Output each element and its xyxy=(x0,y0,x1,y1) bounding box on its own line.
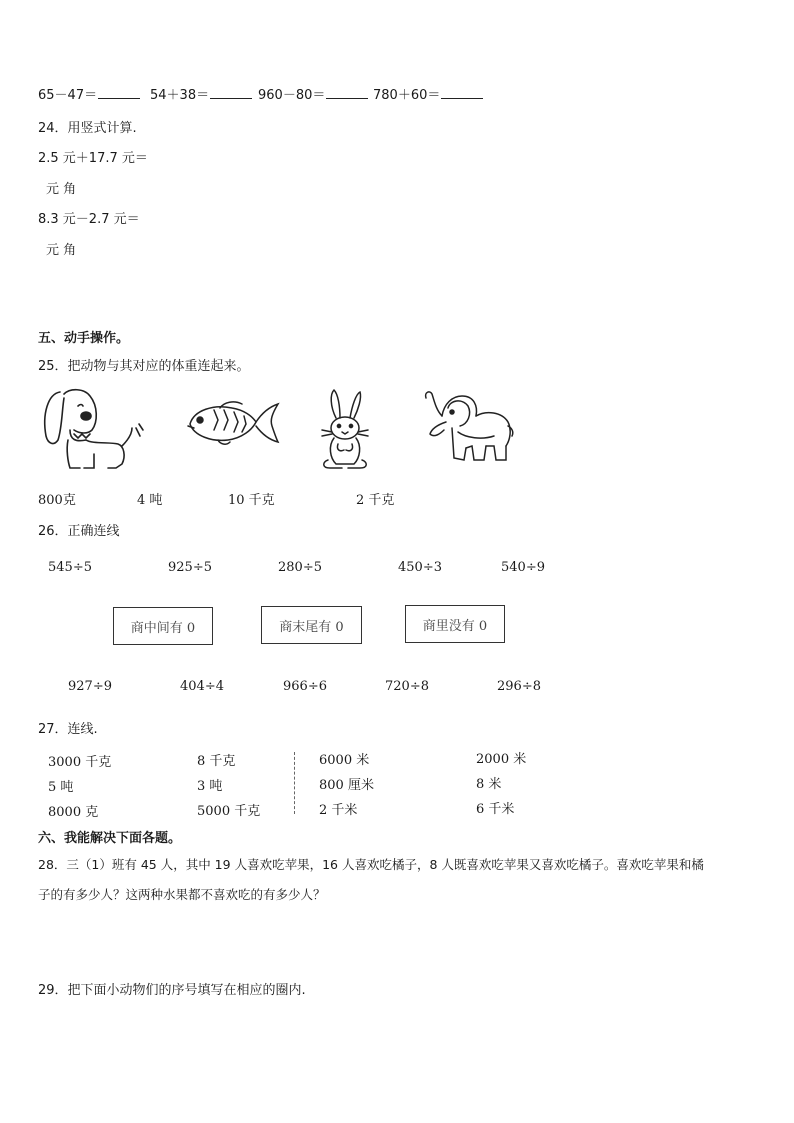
q27-left-b-3: 5000 千克 xyxy=(197,804,261,819)
q24-expr-1: 2.5 元＋17.7 元＝ xyxy=(38,151,148,166)
weight-3: 10 千克 xyxy=(228,493,275,508)
q24-expr-2: 8.3 元－2.7 元＝ xyxy=(38,212,140,227)
category-box-middle-zero[interactable]: 商中间有 0 xyxy=(113,607,213,645)
q26-title: 26．正确连线 xyxy=(38,524,120,539)
q23-item-4: 780＋60＝ xyxy=(373,84,483,103)
q24-title: 24．用竖式计算. xyxy=(38,121,137,136)
q25-title: 25．把动物与其对应的体重连起来。 xyxy=(38,359,250,374)
q27-left-a-2: 5 吨 xyxy=(48,780,74,795)
rabbit-picture xyxy=(318,388,374,472)
q26-bottom-4: 720÷8 xyxy=(385,679,429,694)
q28-line-1: 28．三（1）班有 45 人，其中 19 人喜欢吃苹果，16 人喜欢吃橘子，8 人既喜欢吃苹果又喜欢吃橘子。喜欢吃苹果和橘 xyxy=(38,857,704,872)
q26-top-4: 450÷3 xyxy=(398,560,442,575)
category-box-no-zero[interactable]: 商里没有 0 xyxy=(405,605,505,643)
weight-1: 800克 xyxy=(38,493,76,508)
q23-item-1: 65－47＝ xyxy=(38,84,140,103)
section-6-title: 六、我能解决下面各题。 xyxy=(38,831,182,846)
q24-unit-2: 元 角 xyxy=(46,243,77,258)
q26-top-3: 280÷5 xyxy=(278,560,322,575)
q27-title: 27．连线. xyxy=(38,722,98,737)
q26-top-1: 545÷5 xyxy=(48,560,92,575)
q24-unit-1: 元 角 xyxy=(46,182,77,197)
dog-picture xyxy=(40,384,145,472)
answer-blank[interactable] xyxy=(326,85,368,99)
q26-bottom-5: 296÷8 xyxy=(497,679,541,694)
answer-blank[interactable] xyxy=(210,85,252,99)
section-5-title: 五、动手操作。 xyxy=(38,331,130,346)
q27-right-b-2: 8 米 xyxy=(476,777,502,792)
q27-right-b-3: 6 千米 xyxy=(476,802,515,817)
q27-right-a-3: 2 千米 xyxy=(319,803,358,818)
answer-blank[interactable] xyxy=(441,85,483,99)
q29-title: 29．把下面小动物们的序号填写在相应的圈内. xyxy=(38,983,306,998)
weight-4: 2 千克 xyxy=(356,493,395,508)
q23-item-3: 960－80＝ xyxy=(258,84,368,103)
q27-right-b-1: 2000 米 xyxy=(476,752,527,767)
q27-left-b-2: 3 吨 xyxy=(197,779,223,794)
divider-dashed xyxy=(294,752,295,814)
fish-picture xyxy=(184,400,280,446)
weight-2: 4 吨 xyxy=(137,493,163,508)
answer-blank[interactable] xyxy=(98,85,140,99)
q27-left-b-1: 8 千克 xyxy=(197,754,236,769)
q27-left-a-3: 8000 克 xyxy=(48,805,99,820)
q27-left-a-1: 3000 千克 xyxy=(48,755,112,770)
q23-item-2: 54＋38＝ xyxy=(150,84,252,103)
q27-right-a-1: 6000 米 xyxy=(319,753,370,768)
q27-right-a-2: 800 厘米 xyxy=(319,778,374,793)
q26-top-2: 925÷5 xyxy=(168,560,212,575)
q26-bottom-2: 404÷4 xyxy=(180,679,224,694)
elephant-picture xyxy=(422,388,516,468)
q26-bottom-1: 927÷9 xyxy=(68,679,112,694)
q26-bottom-3: 966÷6 xyxy=(283,679,327,694)
q26-top-5: 540÷9 xyxy=(501,560,545,575)
q28-line-2: 子的有多少人？这两种水果都不喜欢吃的有多少人？ xyxy=(38,887,326,902)
category-box-end-zero[interactable]: 商末尾有 0 xyxy=(261,606,362,644)
